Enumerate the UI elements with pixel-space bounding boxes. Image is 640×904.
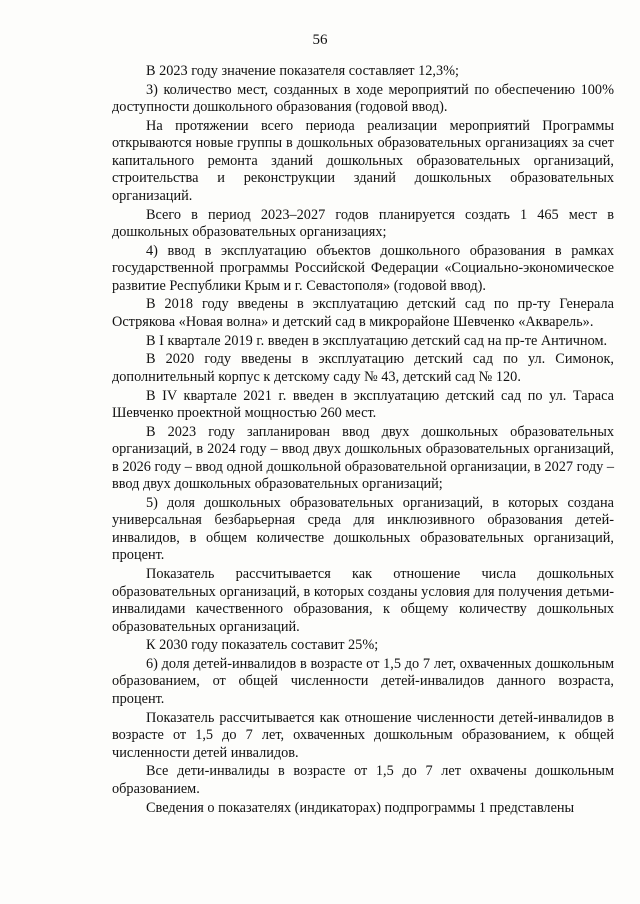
paragraph: В IV квартале 2021 г. введен в эксплуатацию детский сад по ул. Тараса Шевченко проектной мощностью 260 мест. <box>112 387 614 421</box>
paragraph: 3) количество мест, созданных в ходе мероприятий по обеспечению 100% доступности дошкольного образования (годовой ввод). <box>112 81 614 116</box>
paragraph: В 2023 году запланирован ввод двух дошкольных образовательных организаций, в 2024 году – ввод двух дошкольных образовательных организаций, в 2026 году – ввод одной дошкольной образовательной организации, в 2027 году – ввод двух дошкольных образовательных организаций; <box>112 423 614 493</box>
paragraph: Всего в период 2023–2027 годов планируется создать 1 465 мест в дошкольных образовательных организациях; <box>112 206 614 241</box>
paragraph: 4) ввод в эксплуатацию объектов дошкольного образования в рамках государственной программы Российской Федерации «Социально-экономическое развитие Республики Крым и г. Севастополя» (годовой ввод). <box>112 242 614 294</box>
paragraph: Все дети-инвалиды в возрасте от 1,5 до 7 лет охвачены дошкольным образованием. <box>112 763 614 797</box>
paragraph: Показатель рассчитывается как отношение числа дошкольных образовательных организаций, в которых созданы условия для получения детьми-инвалидами качественного образования, к общему количеству дошкольных образовательных организаций. <box>112 566 614 635</box>
paragraph: К 2030 году показатель составит 25%; <box>146 637 379 654</box>
paragraph: На протяжении всего периода реализации мероприятий Программы открываются новые группы в дошкольных образовательных организациях за счет капитального ремонта зданий дошкольных образовательных организаций, строительства и реконструкции зданий дошкольных образовательных организаций. <box>112 117 614 204</box>
paragraph: Сведения о показателях (индикаторах) подпрограммы 1 представлены <box>146 799 575 816</box>
paragraph: Показатель рассчитывается как отношение численности детей-инвалидов в возрасте от 1,5 до 7 лет, охваченных дошкольным образованием, к общей численности детей инвалидов. <box>112 709 614 761</box>
paragraph: В 2023 году значение показателя составляет 12,3%; <box>146 63 460 79</box>
paragraph: В 2018 году введены в эксплуатацию детский сад по пр-ту Генерала Острякова «Новая волна» и детский сад в микрорайоне Шевченко «Акварель». <box>112 296 614 330</box>
paragraph: В 2020 году введены в эксплуатацию детский сад по ул. Симонок, дополнительный корпус к детскому саду № 43, детский сад № 120. <box>112 351 614 385</box>
paragraph: 5) доля дошкольных образовательных организаций, в которых создана универсальная безбарьерная среда для инклюзивного образования детей-инвалидов, в общем количестве дошкольных образовательных организаций, процент. <box>112 494 614 564</box>
paragraph: В I квартале 2019 г. введен в эксплуатацию детский сад на пр-те Античном. <box>146 332 608 349</box>
paragraph: 6) доля детей-инвалидов в возрасте от 1,5 до 7 лет, охваченных дошкольным образованием, от общей численности детей-инвалидов данного возраста, процент. <box>112 655 614 707</box>
document-body <box>112 63 614 818</box>
page-number: 56 <box>312 32 328 48</box>
